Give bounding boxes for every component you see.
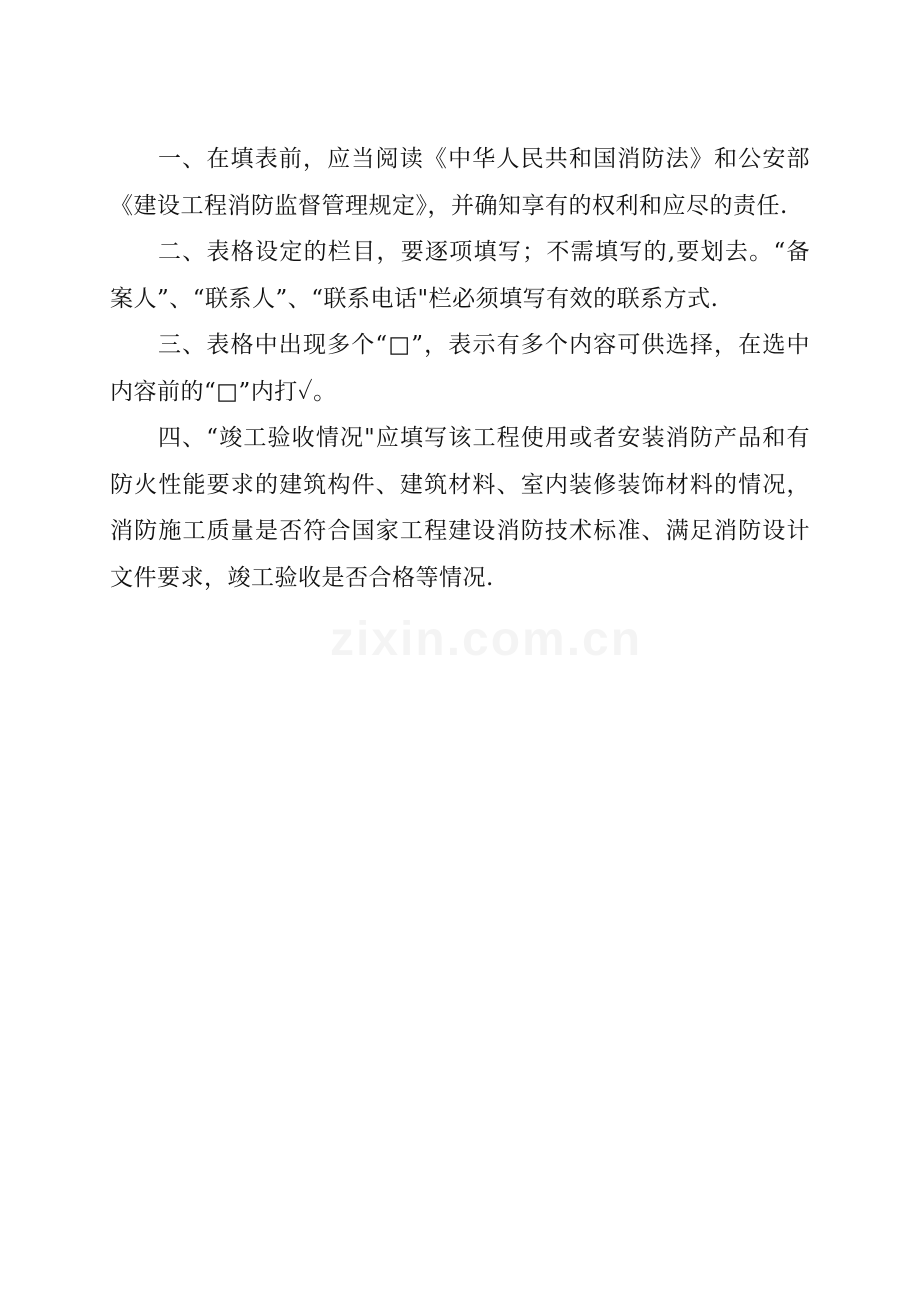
watermark — [330, 612, 642, 667]
paragraph-1: 一、在填表前，应当阅读《中华人民共和国消防法》和公安部《建设工程消防监督管理规定》，并确知享有的权利和应尽的责任. — [110, 146, 810, 219]
instructions-body — [110, 136, 810, 601]
paragraph-2: 二、表格设定的栏目，要逐项填写；不需填写的,要划去。“备案人”、“联系人”、“联系电话"栏必须填写有效的联系方式. — [110, 239, 810, 312]
paragraph-4: 四、“竣工验收情况"应填写该工程使用或者安装消防产品和有防火性能要求的建筑构件、建筑材料、室内装修装饰材料的情况，消防施工质量是否符合国家工程建设消防技术标准、满足消防设计文件要求，竣工验收是否合格等情况. — [110, 425, 810, 591]
paragraph-3: 三、表格中出现多个“□”，表示有多个内容可供选择，在选中内容前的“□”内打✓。 — [110, 332, 810, 405]
